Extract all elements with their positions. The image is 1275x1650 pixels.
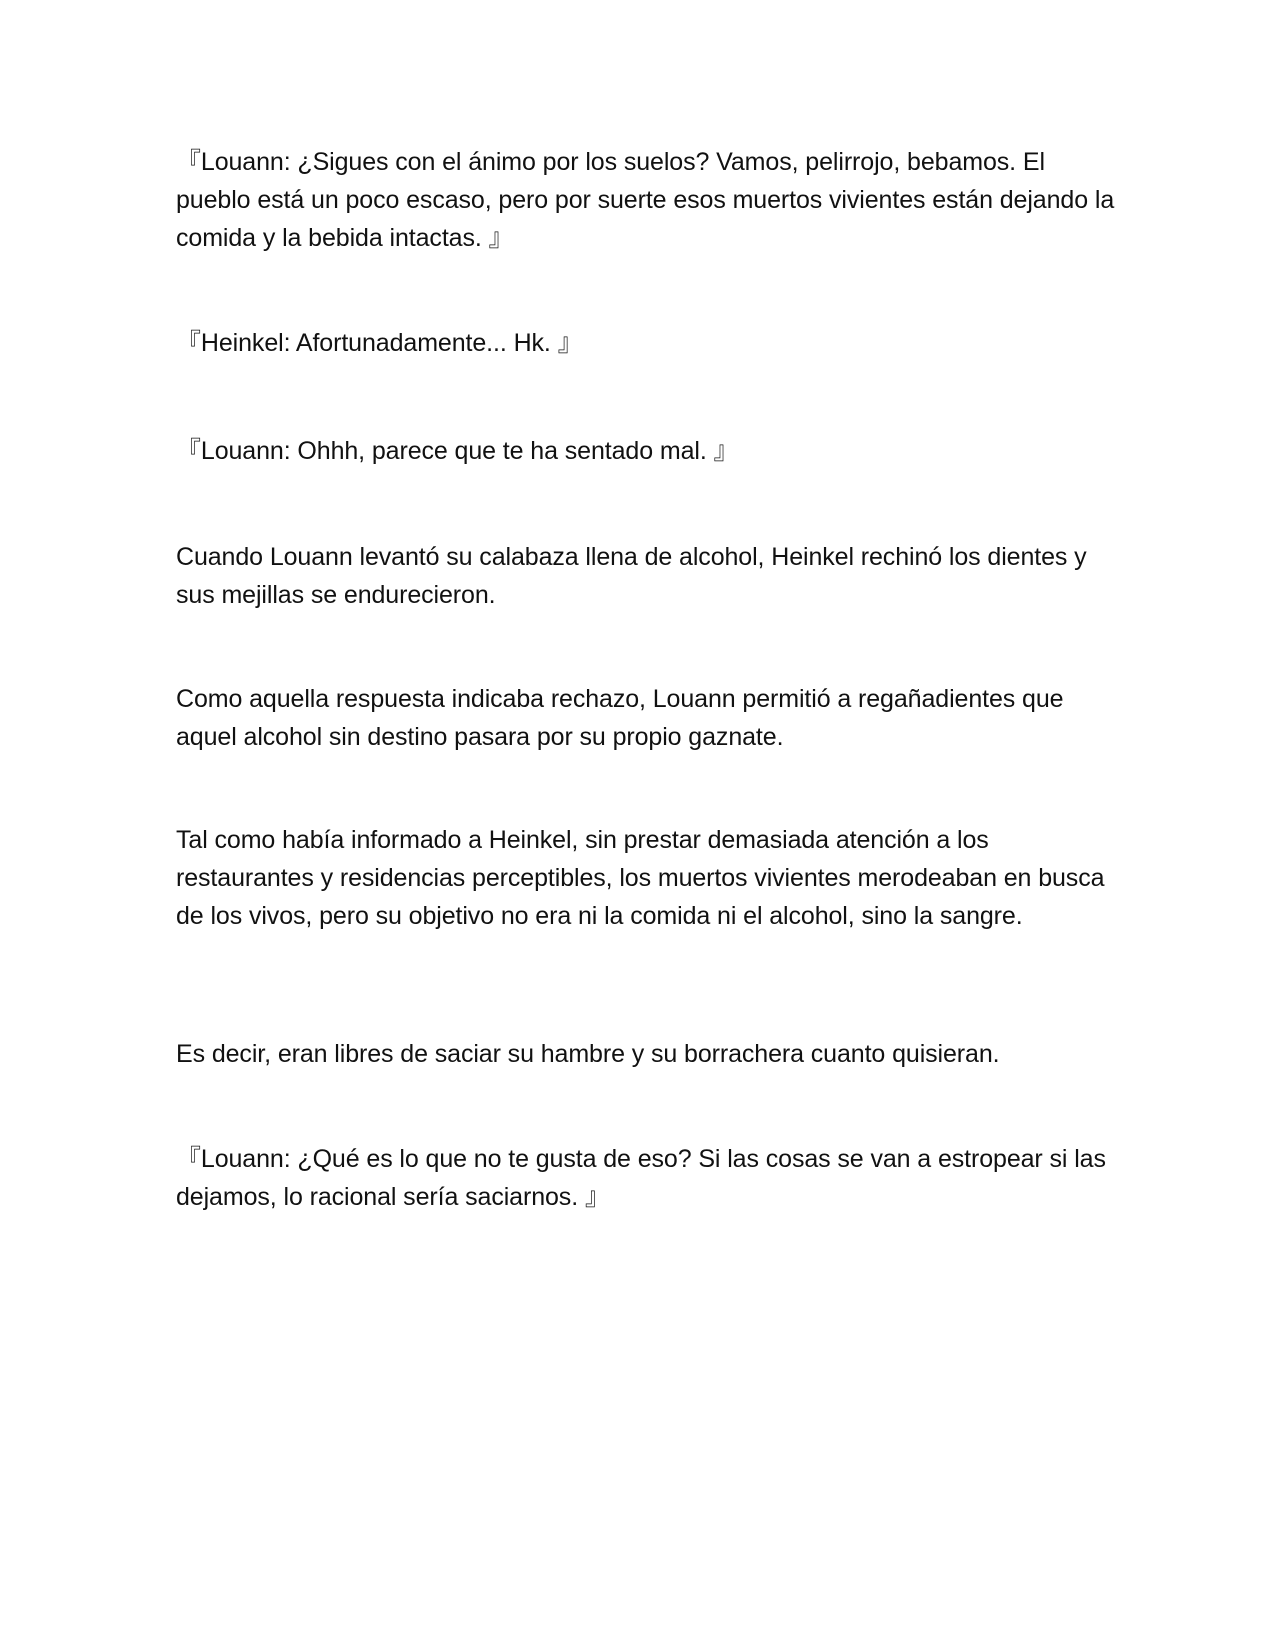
narration-paragraph-3: Tal como había informado a Heinkel, sin prestar demasiada atención a los restaurantes y residencias perceptibles, los muertos vivientes merodeaban en busca de los vivos, pero su objetivo no era ni la comida ni el alcohol, sino la sangre. xyxy=(176,826,1105,930)
dialogue-heinkel-1: 『Heinkel: Afortunadamente... Hk. 』 xyxy=(176,329,583,357)
narration-paragraph-4: Es decir, eran libres de saciar su hambre y su borrachera cuanto quisieran. xyxy=(176,1040,1000,1068)
narration-paragraph-1: Cuando Louann levantó su calabaza llena de alcohol, Heinkel rechinó los dientes y sus mejillas se endurecieron. xyxy=(176,543,1087,609)
dialogue-louann-1: 『Louann: ¿Sigues con el ánimo por los suelos? Vamos, pelirrojo, bebamos. El pueblo está un poco escaso, pero por suerte esos muertos vivientes están dejando la comida y la bebida intactas. 』 xyxy=(176,148,1115,252)
dialogue-louann-3: 『Louann: ¿Qué es lo que no te gusta de eso? Si las cosas se van a estropear si las dejamos, lo racional sería saciarnos. 』 xyxy=(176,1145,1106,1211)
dialogue-louann-2: 『Louann: Ohhh, parece que te ha sentado mal. 』 xyxy=(176,437,739,465)
narration-paragraph-2: Como aquella respuesta indicaba rechazo, Louann permitió a regañadientes que aquel alcohol sin destino pasara por su propio gaznate. xyxy=(176,685,1064,751)
